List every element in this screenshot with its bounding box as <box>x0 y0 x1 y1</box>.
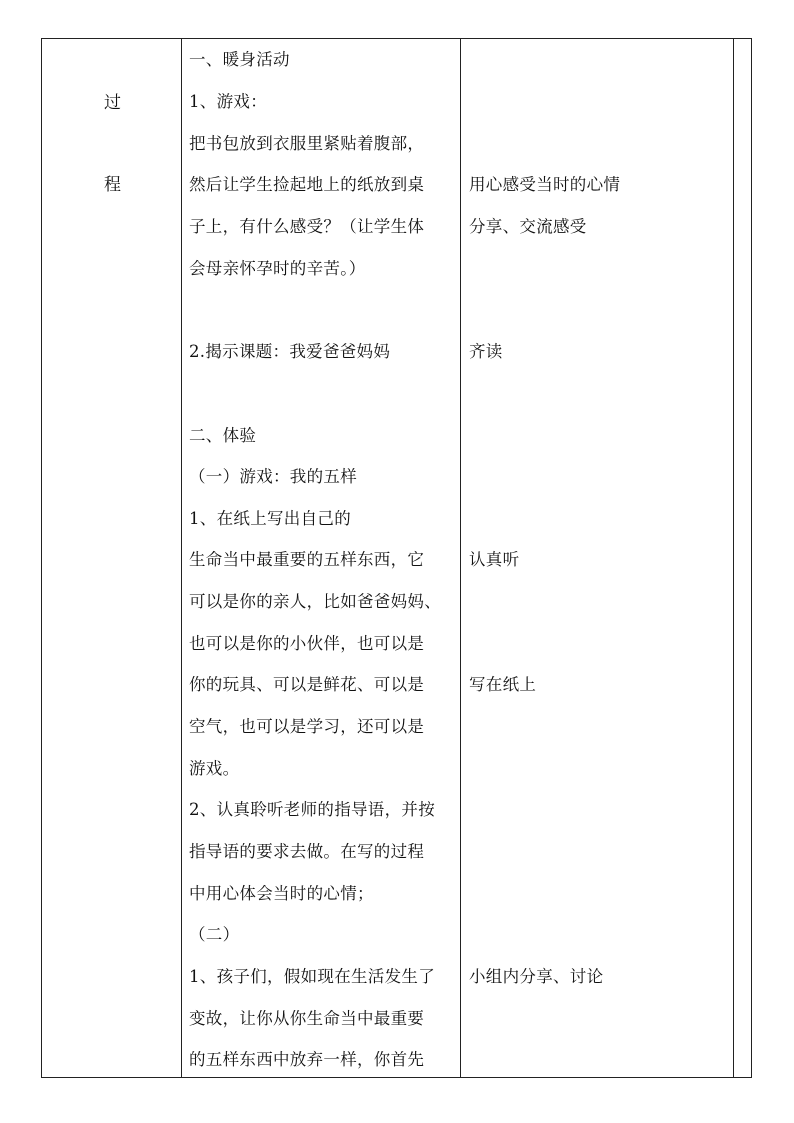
process-line: 你的玩具、可以是鲜花、可以是 <box>189 675 425 694</box>
student-activity: 小组内分享、讨论 <box>469 967 604 986</box>
process-line: 1、游戏： <box>189 92 267 111</box>
student-activity: 认真听 <box>469 550 520 569</box>
process-line: 指导语的要求去做。在写的过程 <box>189 842 425 861</box>
process-line: 一、暖身活动 <box>189 50 290 69</box>
process-line: （一）游戏：我的五样 <box>189 467 357 486</box>
process-line: 子上，有什么感受？（让学生体 <box>189 217 425 236</box>
table-top-border <box>41 38 752 39</box>
student-activity: 用心感受当时的心情 <box>469 175 621 194</box>
process-line: 中用心体会当时的心情； <box>189 884 374 903</box>
process-line: 变故，让你从你生命当中最重要 <box>189 1009 425 1028</box>
table-right-border <box>751 38 752 1078</box>
process-line: 1、孩子们，假如现在生活发生了 <box>189 967 435 986</box>
column-divider-2 <box>460 38 461 1078</box>
student-activity: 分享、交流感受 <box>469 217 587 236</box>
table-bottom-border <box>41 1077 752 1078</box>
process-line: 把书包放到衣服里紧贴着腹部， <box>189 134 425 153</box>
process-line: 也可以是你的小伙伴，也可以是 <box>189 634 425 653</box>
process-line: 1、在纸上写出自己的 <box>189 509 351 528</box>
process-line: 会母亲怀孕时的辛苦。） <box>189 259 366 278</box>
student-activity: 写在纸上 <box>469 675 537 694</box>
column-divider-3 <box>733 38 734 1078</box>
table-left-border <box>41 38 42 1078</box>
process-line: 2.揭示课题：我爱爸爸妈妈 <box>189 342 391 361</box>
student-activity: 齐读 <box>469 342 503 361</box>
process-line: 然后让学生捡起地上的纸放到桌 <box>189 175 425 194</box>
process-line: 生命当中最重要的五样东西，它 <box>189 550 425 569</box>
process-line: 可以是你的亲人，比如爸爸妈妈、 <box>189 592 441 611</box>
process-line: 2、认真聆听老师的指导语，并按 <box>189 800 435 819</box>
process-line: 二、体验 <box>189 426 257 445</box>
process-line: 空气，也可以是学习，还可以是 <box>189 717 425 736</box>
process-line: 的五样东西中放弃一样，你首先 <box>189 1050 425 1069</box>
column-divider-1 <box>181 38 182 1078</box>
process-line: （二） <box>189 925 240 944</box>
stage-label-char: 程 <box>104 175 121 195</box>
stage-label-char: 过 <box>104 93 121 113</box>
process-line: 游戏。 <box>189 759 240 778</box>
